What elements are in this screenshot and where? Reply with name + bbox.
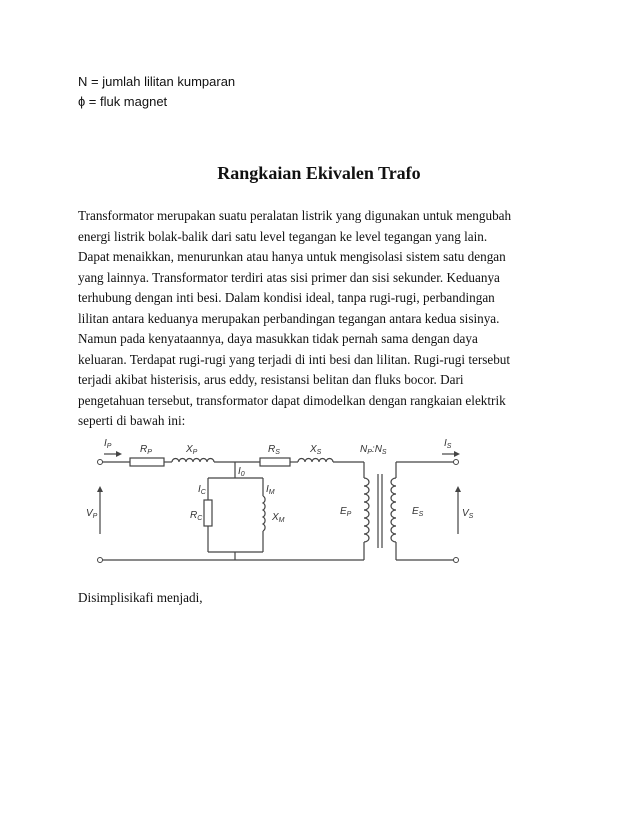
resistor-rp (130, 458, 164, 466)
label-xp: $X_P$ (186, 444, 198, 456)
arrowhead (455, 486, 461, 492)
arrowhead (116, 451, 122, 457)
paragraph-line: terjadi akibat histerisis, arus eddy, resistansi belitan dan fluks bocor. Dari (78, 372, 464, 387)
paragraph-line: Namun pada kenyataannya, daya masukkan tidak pernah sama dengan daya (78, 331, 478, 346)
paragraph-line: terhubung dengan inti besi. Dalam kondisi ideal, tanpa rugi-rugi, perbandingan (78, 290, 495, 305)
body-paragraph (78, 206, 578, 432)
secondary-winding (391, 478, 396, 542)
arrowhead (97, 486, 103, 492)
definition-phi: ɸ = fluk magnet (78, 94, 168, 109)
closing-text: Disimplisikafi menjadi, (78, 590, 203, 605)
resistor-rc (204, 500, 212, 526)
inductor-xm (263, 496, 265, 531)
label-rp: $R_P$ (140, 444, 152, 456)
paragraph-line: seperti di bawah ini: (78, 413, 186, 428)
label-i0: $I_0$ (238, 466, 245, 478)
label-turns-ratio: $N_P:N_S$ (360, 444, 387, 456)
paragraph-line: Transformator merupakan suatu peralatan listrik yang digunakan untuk mengubah (78, 208, 512, 223)
label-vs: $V_S$ (462, 508, 474, 520)
paragraph-line: Dapat menaikkan, menurunkan atau hanya untuk mengisolasi sistem satu dengan (78, 249, 506, 264)
terminal (454, 558, 459, 563)
resistor-rs (260, 458, 290, 466)
label-rc: $R_C$ (190, 510, 203, 522)
transformer-equivalent-circuit (78, 430, 478, 570)
paragraph-line: lilitan antara keduanya merupakan perbandingan tegangan antara kedua sisinya. (78, 310, 500, 326)
variable-definitions (78, 72, 235, 112)
inductor-xp (172, 459, 214, 463)
arrowhead (454, 451, 460, 457)
label-vp: $V_P$ (86, 508, 98, 520)
inductor-xs (298, 459, 333, 463)
section-title: Rangkaian Ekivalen Trafo (217, 163, 421, 183)
label-ep: $E_P$ (340, 506, 352, 518)
label-xs: $X_S$ (310, 444, 322, 456)
terminal (98, 460, 103, 465)
definition-n: N = jumlah lilitan kumparan (78, 74, 236, 89)
label-ip: $I_P$ (104, 438, 112, 450)
primary-winding (364, 478, 369, 542)
label-xm: $X_M$ (272, 512, 285, 524)
label-ic: $I_C$ (198, 484, 206, 496)
label-im: $I_M$ (266, 484, 275, 496)
label-is: $I_S$ (444, 438, 452, 450)
terminal (98, 558, 103, 563)
label-es: $E_S$ (412, 506, 424, 518)
paragraph-line: pengetahuan tersebut, transformator dapat dimodelkan dengan rangkaian elektrik (78, 392, 506, 408)
paragraph-line: keluaran. Terdapat rugi-rugi yang terjadi di inti besi dan lilitan. Rugi-rugi tersebut (78, 351, 511, 367)
paragraph-line: yang lainnya. Transformator terdiri atas sisi primer dan sisi sekunder. Keduanya (78, 269, 500, 285)
paragraph-line: energi listrik bolak-balik dari satu level tegangan ke level tegangan yang lain. (78, 228, 488, 244)
label-rs: $R_S$ (268, 444, 280, 456)
terminal (454, 460, 459, 465)
